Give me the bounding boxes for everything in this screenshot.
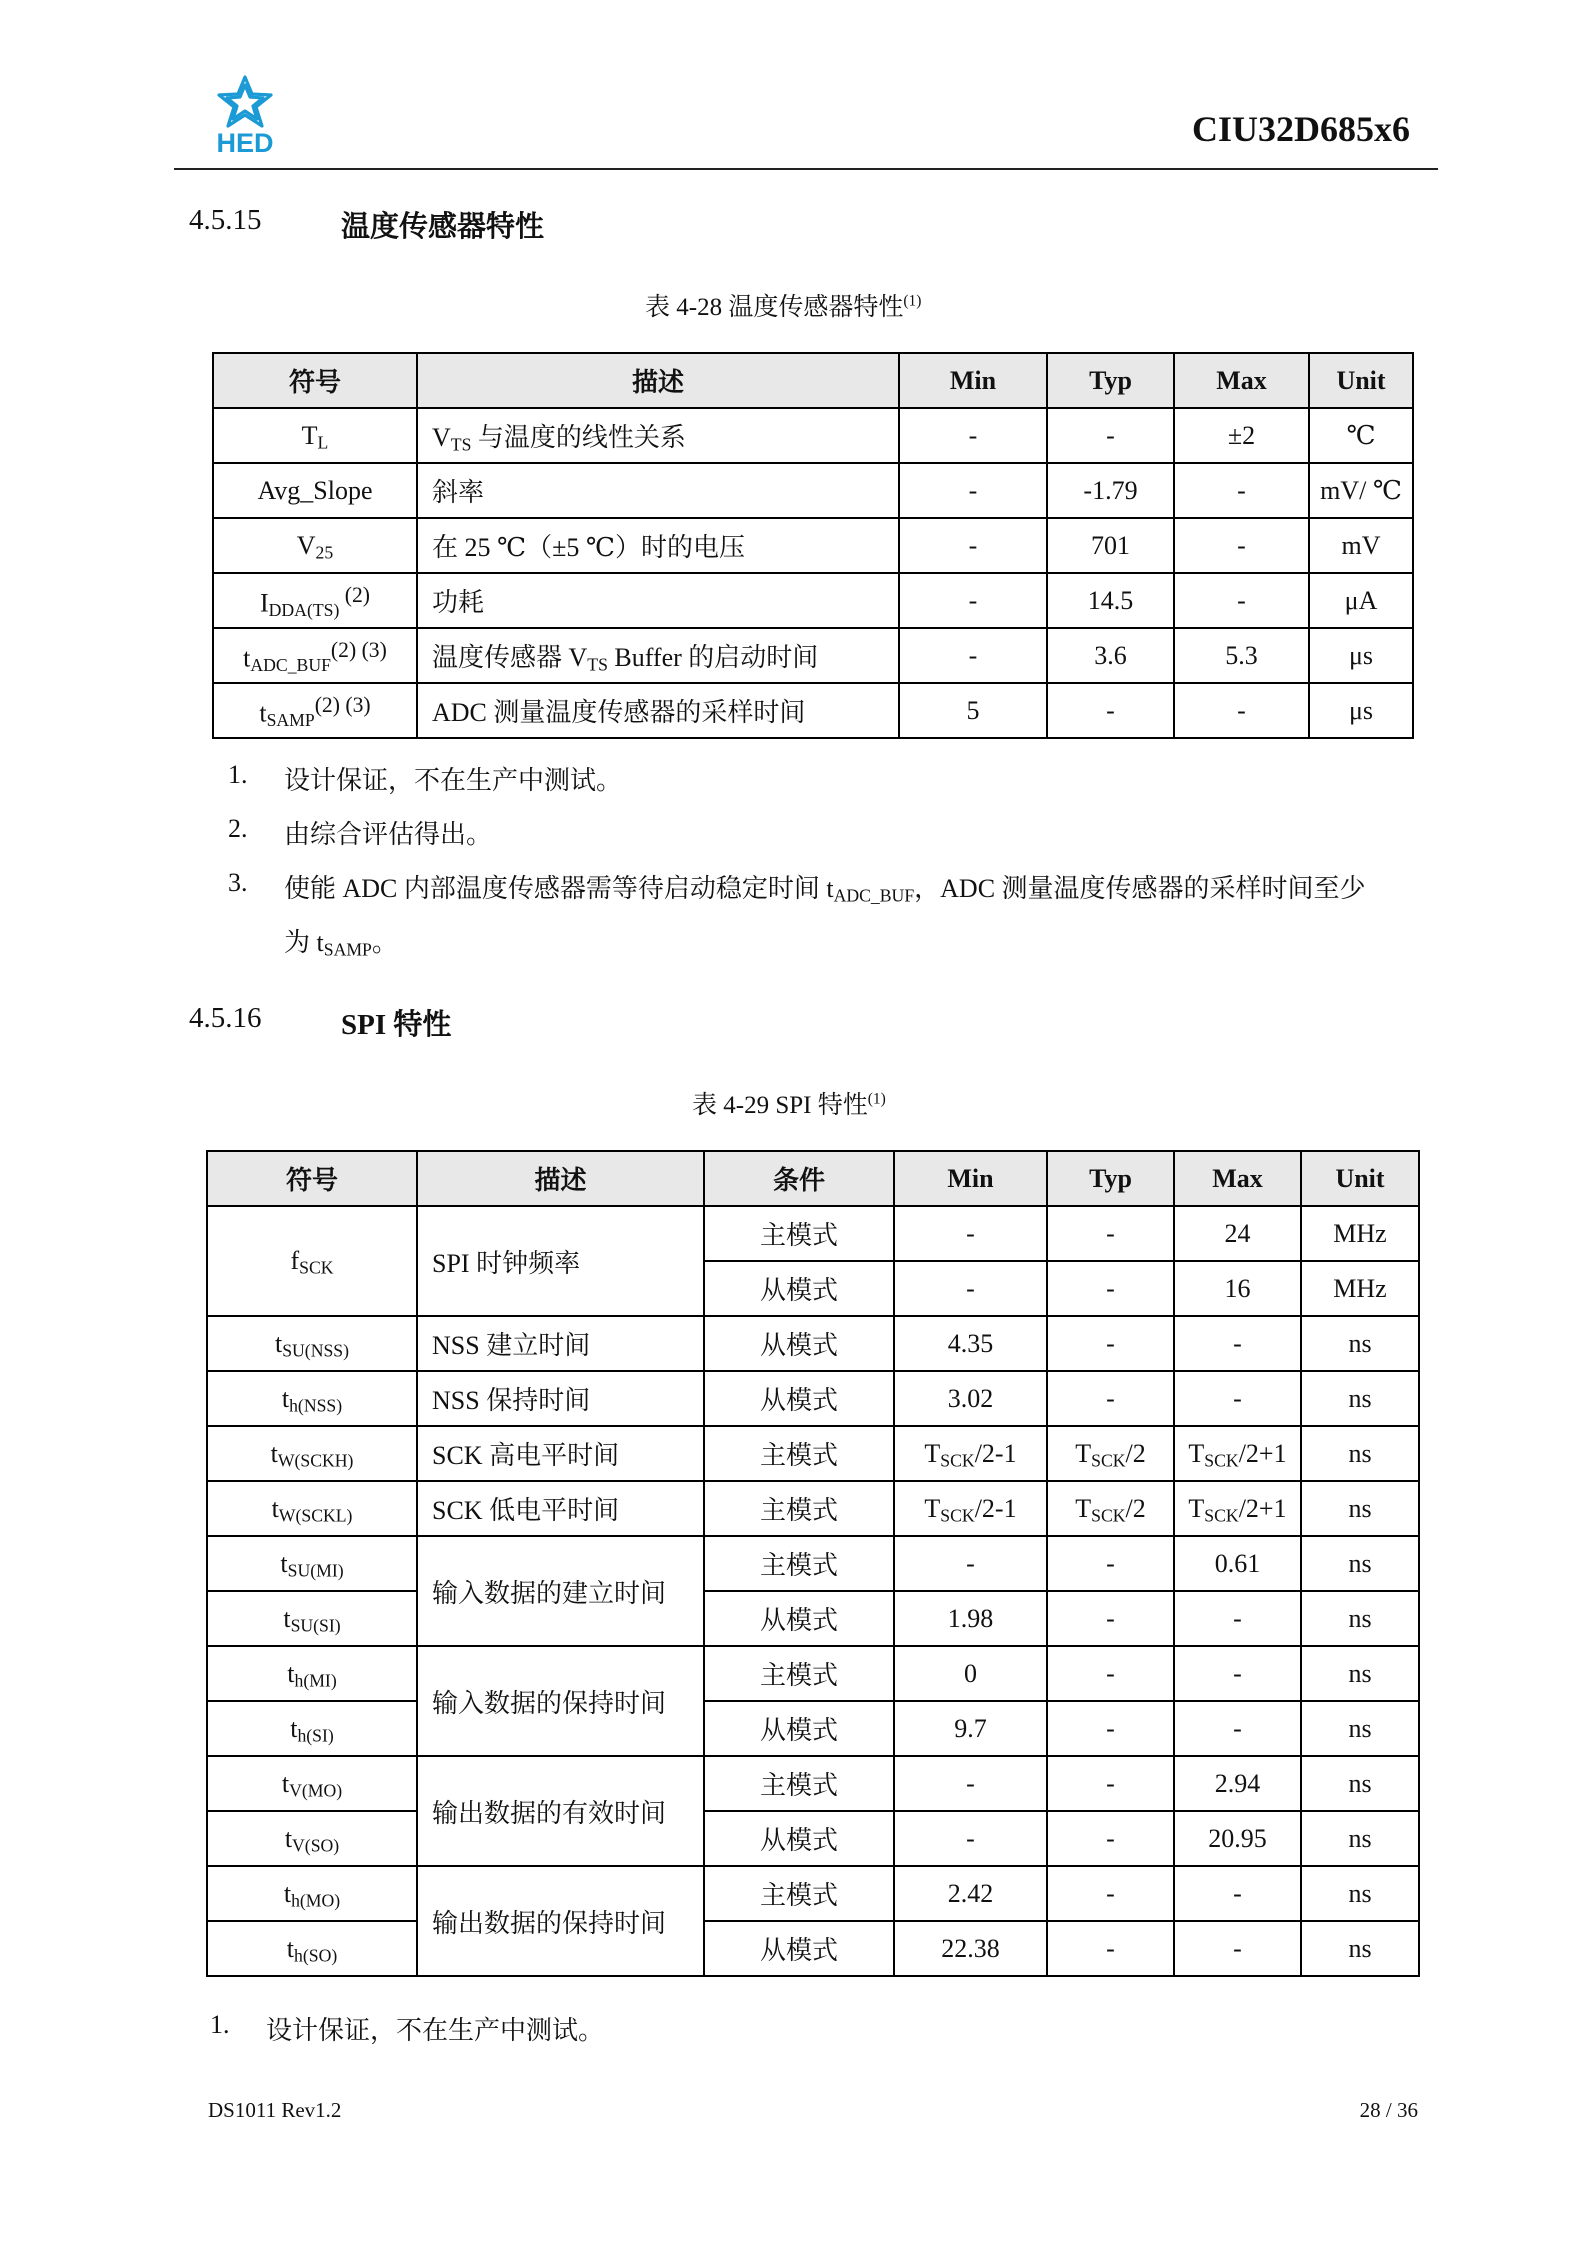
description-cell: SPI 时钟频率 [417, 1206, 704, 1316]
typ-cell: - [1047, 1811, 1174, 1866]
table-row [207, 1921, 1419, 1976]
typ-cell: - [1047, 408, 1174, 463]
min-cell: 5 [899, 683, 1047, 738]
note-3-cont: 为 $t_{SAMP}$。 [284, 928, 398, 960]
section-title: SPI 特性 [341, 1009, 452, 1041]
typ-cell: - [1047, 1261, 1174, 1316]
table-row [213, 408, 1413, 463]
typ-cell: - [1047, 1646, 1174, 1701]
table-row [207, 1756, 1419, 1811]
min-cell: - [899, 518, 1047, 573]
column-header: Max [1174, 1151, 1301, 1206]
symbol-cell: $t_{W(SCKH)}$ [207, 1426, 417, 1481]
max-cell: - [1174, 1646, 1301, 1701]
column-header: 条件 [704, 1151, 894, 1206]
condition-cell: 主模式 [704, 1646, 894, 1701]
description-cell: 输入数据的建立时间 [417, 1536, 704, 1646]
caption-text: 表 4-28 温度传感器特性 [645, 294, 904, 321]
caption-note-ref: (1) [903, 292, 922, 310]
condition-cell: 从模式 [704, 1921, 894, 1976]
condition-cell: 主模式 [704, 1481, 894, 1536]
min-cell: 0 [894, 1646, 1047, 1701]
unit-cell: ns [1301, 1591, 1419, 1646]
unit-cell: ℃ [1309, 408, 1413, 463]
symbol-cell: $T_L$ [213, 408, 417, 463]
column-header: 描述 [417, 1151, 704, 1206]
min-cell: - [899, 573, 1047, 628]
table-row [213, 518, 1413, 573]
caption-note-ref: (1) [867, 1090, 886, 1108]
max-cell: 5.3 [1174, 628, 1309, 683]
condition-cell: 从模式 [704, 1591, 894, 1646]
description-cell: SCK 低电平时间 [417, 1481, 704, 1536]
max-cell: 2.94 [1174, 1756, 1301, 1811]
symbol-cell: $t_{W(SCKL)}$ [207, 1481, 417, 1536]
unit-cell: ns [1301, 1756, 1419, 1811]
symbol-cell: $t_{V(SO)}$ [207, 1811, 417, 1866]
company-logo [205, 74, 285, 160]
symbol-cell: $t_{SAMP}^{(2) (3)}$ [213, 683, 417, 738]
symbol-cell: $t_{V(MO)}$ [207, 1756, 417, 1811]
max-cell: 16 [1174, 1261, 1301, 1316]
min-cell: - [899, 408, 1047, 463]
condition-cell: 从模式 [704, 1811, 894, 1866]
typ-cell: - [1047, 1701, 1174, 1756]
table-row [207, 1371, 1419, 1426]
typ-cell: - [1047, 1921, 1174, 1976]
unit-cell: mV/ ℃ [1309, 463, 1413, 518]
table-row [207, 1701, 1419, 1756]
typ-cell: -1.79 [1047, 463, 1174, 518]
typ-cell: - [1047, 683, 1174, 738]
min-cell: - [894, 1206, 1047, 1261]
column-header: Unit [1309, 353, 1413, 408]
typ-cell: - [1047, 1371, 1174, 1426]
table-row [207, 1316, 1419, 1371]
table-row [207, 1591, 1419, 1646]
typ-cell: - [1047, 1316, 1174, 1371]
description-cell: 在 25 ℃（±5 ℃）时的电压 [417, 518, 899, 573]
unit-cell: ns [1301, 1481, 1419, 1536]
description-cell: SCK 高电平时间 [417, 1426, 704, 1481]
typ-cell: - [1047, 1591, 1174, 1646]
max-cell: ±2 [1174, 408, 1309, 463]
condition-cell: 从模式 [704, 1701, 894, 1756]
table-row [213, 463, 1413, 518]
description-cell: NSS 保持时间 [417, 1371, 704, 1426]
description-cell: 温度传感器 $V_{TS}$ Buffer 的启动时间 [417, 628, 899, 683]
table-row [207, 1536, 1419, 1591]
condition-cell: 从模式 [704, 1261, 894, 1316]
table-header-row [213, 353, 1413, 408]
description-cell: ADC 测量温度传感器的采样时间 [417, 683, 899, 738]
column-header: Min [899, 353, 1047, 408]
symbol-cell: $V_{25}$ [213, 518, 417, 573]
max-cell: - [1174, 1701, 1301, 1756]
symbol-cell: $t_{h(MO)}$ [207, 1866, 417, 1921]
logo-text: HED [216, 128, 274, 158]
column-header: Typ [1047, 353, 1174, 408]
symbol-cell: $t_{h(MI)}$ [207, 1646, 417, 1701]
symbol-cell: $t_{h(SI)}$ [207, 1701, 417, 1756]
column-header: Typ [1047, 1151, 1174, 1206]
unit-cell: mV [1309, 518, 1413, 573]
typ-cell: $T_{SCK}/2$ [1047, 1481, 1174, 1536]
min-cell: $T_{SCK}/2-1$ [894, 1426, 1047, 1481]
min-cell: - [899, 463, 1047, 518]
condition-cell: 从模式 [704, 1371, 894, 1426]
table-row [207, 1866, 1419, 1921]
symbol-cell: $t_{h(NSS)}$ [207, 1371, 417, 1426]
min-cell: 1.98 [894, 1591, 1047, 1646]
section-number: 4.5.16 [189, 1002, 262, 1034]
column-header: 符号 [207, 1151, 417, 1206]
table-row [207, 1646, 1419, 1701]
unit-cell: ns [1301, 1316, 1419, 1371]
star-logo-icon [205, 74, 285, 130]
condition-cell: 从模式 [704, 1316, 894, 1371]
max-cell: - [1174, 683, 1309, 738]
condition-cell: 主模式 [704, 1866, 894, 1921]
unit-cell: ns [1301, 1921, 1419, 1976]
footer-page-number: 28 / 36 [1359, 2098, 1418, 2122]
unit-cell: μA [1309, 573, 1413, 628]
table-caption-4-28 [645, 287, 921, 323]
unit-cell: ns [1301, 1536, 1419, 1591]
column-header: 符号 [213, 353, 417, 408]
description-cell: 输出数据的保持时间 [417, 1866, 704, 1976]
typ-cell: 701 [1047, 518, 1174, 573]
description-cell: 输出数据的有效时间 [417, 1756, 704, 1866]
max-cell: - [1174, 518, 1309, 573]
unit-cell: MHz [1301, 1261, 1419, 1316]
header-rule [174, 168, 1438, 170]
typ-cell: 14.5 [1047, 573, 1174, 628]
unit-cell: μs [1309, 683, 1413, 738]
table-row [213, 683, 1413, 738]
unit-cell: μs [1309, 628, 1413, 683]
table-caption-4-29 [692, 1085, 886, 1121]
min-cell: 9.7 [894, 1701, 1047, 1756]
min-cell: - [899, 628, 1047, 683]
max-cell: - [1174, 1591, 1301, 1646]
description-cell: 斜率 [417, 463, 899, 518]
table-row [207, 1426, 1419, 1481]
condition-cell: 主模式 [704, 1756, 894, 1811]
caption-text: 表 4-29 SPI 特性 [692, 1092, 868, 1119]
max-cell: - [1174, 1866, 1301, 1921]
table-row [213, 628, 1413, 683]
column-header: Unit [1301, 1151, 1419, 1206]
min-cell: - [894, 1261, 1047, 1316]
min-cell: 3.02 [894, 1371, 1047, 1426]
min-cell: 2.42 [894, 1866, 1047, 1921]
unit-cell: MHz [1301, 1206, 1419, 1261]
max-cell: - [1174, 1371, 1301, 1426]
min-cell: - [894, 1536, 1047, 1591]
max-cell: 24 [1174, 1206, 1301, 1261]
typ-cell: 3.6 [1047, 628, 1174, 683]
min-cell: 4.35 [894, 1316, 1047, 1371]
symbol-cell: Avg_Slope [213, 463, 417, 518]
symbol-cell: $t_{SU(NSS)}$ [207, 1316, 417, 1371]
min-cell: 22.38 [894, 1921, 1047, 1976]
table-row [207, 1811, 1419, 1866]
spi-characteristics-table [206, 1150, 1420, 1977]
condition-cell: 主模式 [704, 1426, 894, 1481]
condition-cell: 主模式 [704, 1536, 894, 1591]
unit-cell: ns [1301, 1646, 1419, 1701]
symbol-cell: $f_{SCK}$ [207, 1206, 417, 1316]
max-cell: - [1174, 1921, 1301, 1976]
typ-cell: $T_{SCK}/2$ [1047, 1426, 1174, 1481]
section-title: 温度传感器特性 [341, 211, 545, 243]
unit-cell: ns [1301, 1426, 1419, 1481]
symbol-cell: $t_{h(SO)}$ [207, 1921, 417, 1976]
unit-cell: ns [1301, 1701, 1419, 1756]
document-title: CIU32D685x6 [1191, 109, 1410, 149]
table-row [207, 1481, 1419, 1536]
max-cell: - [1174, 1316, 1301, 1371]
typ-cell: - [1047, 1866, 1174, 1921]
max-cell: 0.61 [1174, 1536, 1301, 1591]
description-cell: 功耗 [417, 573, 899, 628]
description-cell: $V_{TS}$ 与温度的线性关系 [417, 408, 899, 463]
max-cell: - [1174, 463, 1309, 518]
max-cell: $T_{SCK}/2+1$ [1174, 1481, 1301, 1536]
column-header: Max [1174, 353, 1309, 408]
footer-doc-id: DS1011 Rev1.2 [208, 2098, 342, 2122]
typ-cell: - [1047, 1536, 1174, 1591]
column-header: 描述 [417, 353, 899, 408]
temperature-sensor-table [212, 352, 1414, 739]
min-cell: - [894, 1756, 1047, 1811]
condition-cell: 主模式 [704, 1206, 894, 1261]
description-cell: 输入数据的保持时间 [417, 1646, 704, 1756]
table-header-row [207, 1151, 1419, 1206]
symbol-cell: $t_{SU(MI)}$ [207, 1536, 417, 1591]
symbol-cell: $t_{ADC\_BUF}^{(2) (3)}$ [213, 628, 417, 683]
table-row [207, 1206, 1419, 1261]
min-cell: - [894, 1811, 1047, 1866]
unit-cell: ns [1301, 1866, 1419, 1921]
unit-cell: ns [1301, 1371, 1419, 1426]
unit-cell: ns [1301, 1811, 1419, 1866]
typ-cell: - [1047, 1206, 1174, 1261]
typ-cell: - [1047, 1756, 1174, 1811]
symbol-cell: $t_{SU(SI)}$ [207, 1591, 417, 1646]
table-row [213, 573, 1413, 628]
max-cell: 20.95 [1174, 1811, 1301, 1866]
min-cell: $T_{SCK}/2-1$ [894, 1481, 1047, 1536]
symbol-cell: $I_{DDA(TS)}$ $^{(2)}$ [213, 573, 417, 628]
max-cell: $T_{SCK}/2+1$ [1174, 1426, 1301, 1481]
column-header: Min [894, 1151, 1047, 1206]
section-number: 4.5.15 [189, 204, 262, 236]
max-cell: - [1174, 573, 1309, 628]
description-cell: NSS 建立时间 [417, 1316, 704, 1371]
